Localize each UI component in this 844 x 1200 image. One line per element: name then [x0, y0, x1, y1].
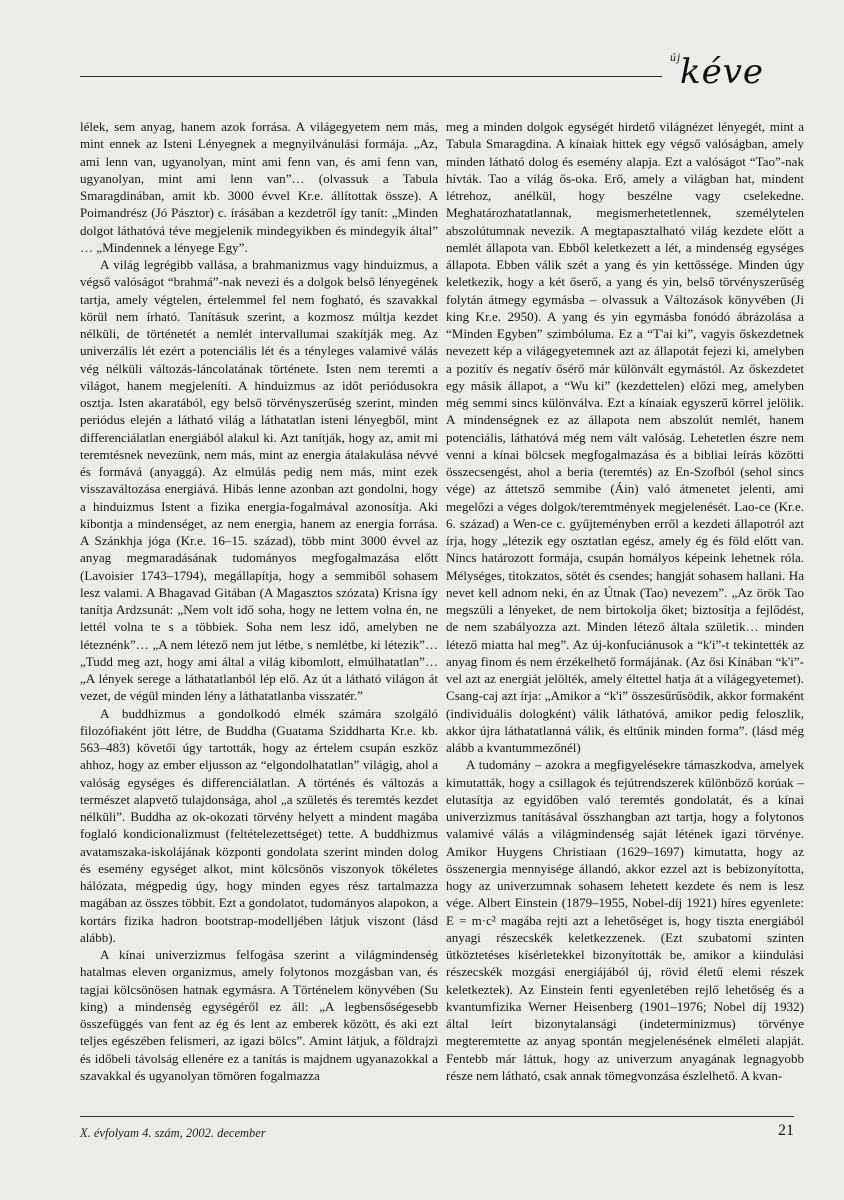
paragraph: A tudomány – azokra a megfigyelésekre támaszkodva, amelyek kimutatták, hogy a csillagok és tejútrendszerek különböző korúak – elutasítja az egyidőben való teremtés gondolatát, és a kínai univerzizmus tanításával összhangban azt tartja, hogy a folytonos valamivé válás a világmindenség saját létének igazi törvénye. Amikor Huygens Christiaan (1629–1697) kimutatta, hogy az összenergia mennyisége állandó, akkor ezzel azt is bebizonyította, hogy az univerzumnak sohasem lehetett kezdete és nem is lesz vége. Albert Einstein (1879–1955, Nobel-díj 1921) híres egyenlete: E = m·c² magába rejti azt a lehetőséget is, hogy tiszta energiából anyagi részecskék keletkezzenek. (Ezt szubatomi szinten ütköztetéses kísérletekkel bizonyították be, amikor a kiindulási részecskék mozgási energiájából új, rövid életű elemi részek keletkeztek). Az Einstein fenti egyenletében rejlő lehetőség és a kvantumfizika Werner Heisenberg (1901–1976; Nobel díj 1932) által leírt bizonytalansági (indeterminizmus) törvénye megteremtette az anyag spontán megjelenésének elméleti alapját. Fentebb már láttuk, hogy az univerzum anyagának legnagyobb része nem látható, csak annak tömegvonzása észlelhető. A kvan- — [446, 757, 804, 1083]
masthead-logo — [666, 40, 796, 90]
right-column — [446, 118, 804, 1084]
paragraph: A kínai univerzizmus felfogása szerint a világmindenség hatalmas eleven organizmus, amely folytonos mozgásban van, és tagjai kölcsönösen hatnak egymásra. A Történelem könyvében (Su king) a mindenség egységéről ez áll: „A legbensőségesebb összefüggés van fent az ég és lent az emberek között, és aki ezt teljes egészében felismeri, az igazi bölcs”. Amint látjuk, a földrajzi és időbeli távolság ellenére ez a tanítás is majdnem ugyanazokkal a szavakkal és ugyanolyan tömören fogalmazza — [80, 947, 438, 1083]
page-number: 21 — [778, 1122, 794, 1139]
left-column — [80, 118, 438, 1084]
paragraph: A világ legrégibb vallása, a brahmanizmus vagy hinduizmus, a végső valóságot “brahmá”-nak nevezi és a dolgok belső lényegének tartja, amely végtelen, értelemmel fel nem fogható, és szavakkal körül nem írható. Tanításuk szerint, a kozmosz múltja kezdet nélküli, de történetét a nemlét intervallumai szakítják meg. Az univerzális lét ezért a potenciális lét és a tényleges valamivé válás vég nélküli változás-láncolatának története. Isten nem teremti a világot, hanem megjeleníti. A hinduizmus az időt periódusokra osztja. Isten akaratából, egy belső törvényszerűség szerint, minden periódus elején a látható világ a láthatatlan isteni lényegből, mint differenciálatlan energiából alakul ki. Azt tanítják, hogy az, amit mi teremtésnek nevezünk, nem más, mint az energia átalakulása névvé és formává (anyaggá). Az elmúlás pedig nem más, mint ezek visszaváltozása energiává. Hibás lenne azonban azt gondolni, hogy a hinduizmus Istent a fizika energia-fogalmával azonosítja. Aki kibontja a mindenséget, az nem energia, hanem az energia forrása. A Szánkhja jóga (Kr.e. 16–15. század), több mint 3000 évvel az anyag megmaradásának tudományos megfogalmazása előtt (Lavoisier 1743–1794), megállapítja, hogy a semmiből sohasem lesz valami. A Bhagavad Gitában (A Magasztos szózata) Krisna így tanítja Ardzsunát: „Nem volt idő soha, hogy ne lettem volna én, ne lettél volna te s a többiek. Soha nem lesz idő, amelyben ne léteznénk”… „A nem létező nem jut létbe, s nemlétbe, ki létezik”… „Tudd meg azt, hogy ami által a világ kibomlott, elmúlhatatlan”… „A lények serege a láthatatlanból lép elő. Az út a látható világon át vezet, de végül minden lény a láthatatlanba visszatér.” — [80, 257, 438, 704]
masthead-prefix: új — [670, 50, 682, 64]
masthead-title: kéve — [680, 52, 765, 92]
paragraph: meg a minden dolgok egységét hirdető világnézet lényegét, mint a Tabula Smaragdina. A kínaiak hittek egy végső valóságban, amely minden látható dolog és esemény alapja. Ezt a valóságot “Tao”-nak hívták. Tao a világ ős-oka. Erő, amely a világban hat, mindent létrehoz, anélkül, hogy beszélne vagy cselekedne. Meghatározhatatlannak, megismerhetetlennek, személytelen abszolútumnak nevezik. A megtapasztalható világ kezdete előtt a nemlét állapota van. Ebből keletkezett a lét, a mindenség egységes állapota. Ebben válik szét a yang és yin kettőssége. Minden úgy keletkezik, hogy a két őserő, a yang és yin, belső törvényszerűség folytán átmegy egymásba – olvassuk a Változások könyvében (Ji king Kr.e. 2950). A yang és yin egymásba fonódó ábrázolása a “Minden Egyben” szimbóluma. Ez a “T'ai ki”, vagyis őskezdetnek nevezett kép a világegyetemnek azt az állapotát fejezi ki, amelyben a pozitív és negatív ősérő már különvált egymástól. Az őskezdetet egy másik állapot, a “Wu ki” (kezdettelen) előzi meg, amelyben még semmi sincs különválva. Ezt a kínaiak egyszerű körrel jelölik. A mindenségnek ez az állapota nem abszolút nemlét, hanem potenciális, láthatóvá még nem vált valóság. Lehetetlen észre nem venni a kínai bölcsek megfogalmazása és a bibliai leírás közötti összecsengést, ahol a beria (teremtés) az En-Szofból (sehol sincs vége) az áttetsző semmibe (Áin) való átmenetet jelenti, ami megelőzi a véges dolgok/teremtmények megjelenését. Lao-ce (Kr.e. 6. század) a Wen-ce c. gyűjteményben erről a kezdeti állapotról azt írja, hogy „létezik egy osztatlan egész, amely ég és föld előtt van. Nincs határozott formája, csupán homályos képeink lehetnek róla. Mélységes, titokzatos, sötét és csendes; hangját sohasem hallani. Ha nevet kell adnom neki, én az Útnak (Tao) nevezem”. „Az örök Tao megszüli a lényeket, de nem birtokolja őket; biztosítja a fejlődést, de nem szabályozza azt. Minden létező általa születik… minden létező miatta hal meg”. Az új-konfuciánusok a “k'i”-t tekintették az anyag finom és nem érzékelhető formájának. (Az ősi Kínában “k'i”-vel azt az energiát jelölték, amely éltettel hatja át a világegyetemet). Csang-caj azt írja: „Amikor a “k'i” összesűrűsödik, akkor formaként (individuális dologként) válik láthatóvá, amikor pedig feloszlik, akkor újra láthatatlanná válik, és eltűnik minden forma”. (lásd még alább a kvantummezőnél) — [446, 119, 804, 755]
footer-rule — [80, 1116, 794, 1117]
issue-info: X. évfolyam 4. szám, 2002. december — [80, 1126, 266, 1140]
masthead-rule — [80, 76, 662, 77]
paragraph: lélek, sem anyag, hanem azok forrása. A világegyetem nem más, mint ennek az Isteni Lényegnek a megnyilvánulási formája. „Az, ami lenn van, ugyanolyan, mint ami fenn van, és ami fenn van, ugyanolyan, mint ami lenn van”… (olvassuk a Tabula Smaragdinában, amit kb. 3000 évvel Kr.e. állítottak össze). A Poimandrész (Jó Pásztor) c. írásában a kezdetről így tanít: „Minden dolgot láthatóvá téve megjelenik mindegyikben és mindegyik által” … „Mindennek a lényege Egy”. — [80, 119, 438, 255]
paragraph: A buddhizmus a gondolkodó elmék számára szolgáló filozófiaként jött létre, de Buddha (Guatama Sziddharta Kr.e. kb. 563–483) követői úgy tartották, hogy az értelem csupán eszköz ahhoz, hogy az ember eljusson az “elgondolhatatlan” világig, ahol a valóság egységes és differenciálatlan. A történés és változás a természet alapvető tulajdonsága, ahol „a születés és teremtés kezdet nélküli”. Buddha az ok-okozati törvény helyett a mindent magába foglaló kondicionalizmust (feltételezettséget) tette. A buddhizmus avatamszaka-iskolájának központi gondolata szerint minden dolog és esemény egységet alkot, mint kölcsönös viszonyok tökéletes hálózata, mégpedig úgy, hogy minden egyes rész tartalmazza magában az összes többit. Ezt a gondolatot, tudományos alapokon, a kortárs fizika hadron bootstrap-modelljében látjuk viszont (lásd alább). — [80, 705, 438, 945]
